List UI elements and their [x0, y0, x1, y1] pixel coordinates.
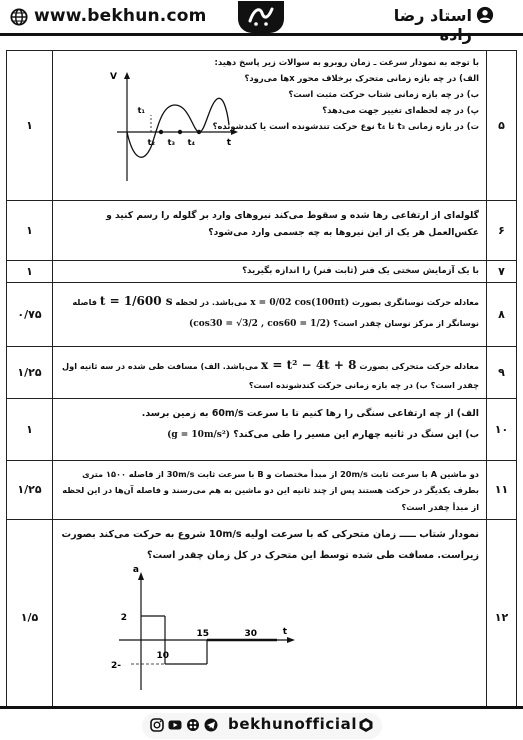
- site-url[interactable]: www.bekhun.com: [34, 6, 207, 26]
- question-number: ۸: [487, 283, 517, 347]
- question-cell: [53, 261, 487, 283]
- t-axis-arrow: [231, 129, 238, 135]
- question-row-12: [7, 519, 517, 715]
- exam-table: [6, 50, 517, 716]
- question-text: دو ماشین A با سرعت ثابت 20m/s از مبدأ مختصات و B با سرعت ثابت 30m/s از فاصله ۱۵۰۰ متری بطرف یکدیگر در حرکت هستند پس از چند ثانیه این دو ماشین به هم می‌رسند و فاصله آن‌ها در این لحظه از مبدأ چقدر است؟: [62, 468, 479, 512]
- youtube-icon[interactable]: [168, 718, 182, 732]
- question-row-8: [7, 283, 517, 347]
- bekhun-logo: [238, 1, 284, 33]
- page-header: [0, 0, 523, 44]
- question-cell: [53, 398, 487, 460]
- gravity-hint: (g = 10m/s²): [167, 430, 231, 441]
- question-row-5: [7, 51, 517, 201]
- a-axis-label: a: [132, 564, 139, 575]
- question-text: معادله حرکت متحرکی بصورت: [359, 361, 479, 372]
- question-part: پ) در چه لحظه‌ای تغییر جهت می‌دهد؟: [322, 104, 479, 115]
- question-part-text: ب) این سنگ در ثانیه چهارم این مسیر را طی می‌کند؟: [233, 429, 479, 441]
- t1-label: t₁: [137, 106, 145, 115]
- question-cell: [53, 519, 487, 715]
- question-part: ت) در بازه زمانی t₃ تا t₄ نوع حرکت تندشونده است یا کندشونده؟: [212, 120, 479, 131]
- question-text: می‌باشد. در لحظه: [175, 297, 248, 308]
- question-cell: [53, 283, 487, 347]
- question-text: [60, 524, 479, 566]
- question-number: ۱۱: [487, 460, 517, 519]
- social-handle[interactable]: bekhunofficial: [228, 715, 358, 733]
- question-row-7: [7, 261, 517, 283]
- x-tick-30: 30: [244, 628, 257, 639]
- t2-dot: [159, 130, 163, 134]
- question-text: گلوله‌ای از ارتفاعی رها شده و سقوط می‌کند نیروهای وارد بر گلوله را رسم کنید و عکس‌العمل هر یک از این نیروها به چه جسمی وارد می‌شود؟: [106, 210, 479, 239]
- v-axis-arrow: [124, 72, 130, 79]
- t3-dot: [178, 130, 182, 134]
- question-line: زیراست. مسافت طی شده توسط این متحرک در کل زمان چقدر است؟: [146, 550, 479, 562]
- rubika-icon[interactable]: [358, 717, 374, 733]
- question-text: می‌باشد. الف) مسافت طی شده در سه ثانیه اول چقدر است؟ ب) در چه بازه زمانی حرکت کندشونده است؟: [62, 361, 479, 391]
- y-tick-minus-2: -2: [110, 660, 121, 671]
- velocity-time-chart: [110, 69, 241, 187]
- question-row-10: [7, 398, 517, 460]
- question-part: ب) در چه بازه زمانی شتاب حرکت مثبت است؟: [288, 88, 479, 99]
- globe-icon: [10, 8, 28, 26]
- t-axis-arrow: [287, 637, 295, 643]
- motion-equation: x = t² − 4t + 8: [261, 358, 357, 373]
- teacher-name: استاد رضا زاده: [393, 6, 472, 44]
- motion-equation: x = 0/02 cos(100πt): [250, 298, 350, 309]
- question-number: ۶: [487, 201, 517, 261]
- question-cell: [53, 201, 487, 261]
- question-text: فاصله نوسانگر از مرکز نوسان چقدر است؟: [72, 297, 479, 328]
- t-axis-label: t: [226, 138, 231, 148]
- t-axis-label: t: [282, 626, 287, 637]
- x-tick-15: 15: [196, 628, 209, 639]
- v-axis-label: V: [110, 72, 117, 82]
- user-icon: [476, 6, 494, 24]
- question-number: ۱۲: [487, 519, 517, 715]
- instagram-icon[interactable]: [150, 718, 164, 732]
- y-tick-2: 2: [120, 612, 127, 623]
- t4-label: t₄: [187, 138, 195, 147]
- x-tick-10: 10: [156, 650, 169, 661]
- question-line: نمودار شتاب ـــــ زمان متحرکی که با سرعت اولیه 10m/s شروع به حرکت می‌کند بصورت: [61, 528, 479, 540]
- t3-label: t₃: [167, 138, 175, 147]
- question-text: [209, 55, 479, 135]
- t2-label: t₂: [147, 138, 155, 147]
- score-cell: ۰/۷۵: [7, 283, 53, 347]
- score-cell: ۱/۲۵: [7, 460, 53, 519]
- score-cell: ۱: [7, 51, 53, 201]
- score-cell: ۱: [7, 261, 53, 283]
- question-number: ۵: [487, 51, 517, 201]
- question-text: معادله حرکت نوسانگری بصورت: [352, 297, 479, 308]
- question-cell: [53, 51, 487, 201]
- question-intro: با توجه به نمودار سرعت ـ زمان روبرو به سوالات زیر پاسخ دهید:: [214, 57, 479, 67]
- question-text: با یک آزمایش سختی یک فنر (ثابت فنر) را اندازه بگیرید؟: [242, 266, 479, 276]
- acceleration-time-chart: [99, 564, 299, 698]
- question-row-9: [7, 347, 517, 398]
- cos-hint: (cos30 = √3/2 , cos60 = 1/2): [189, 318, 331, 329]
- score-cell: ۱/۵: [7, 519, 53, 715]
- question-row-6: [7, 201, 517, 261]
- question-part: الف) در چه بازه زمانی متحرک برخلاف محور xها می‌رود؟: [244, 72, 479, 83]
- aparat-icon[interactable]: [186, 718, 200, 732]
- question-number: ۱۰: [487, 398, 517, 460]
- question-number: ۷: [487, 261, 517, 283]
- page-footer: [0, 706, 523, 740]
- question-part: [60, 424, 479, 446]
- score-cell: ۱/۲۵: [7, 347, 53, 398]
- score-cell: ۱: [7, 398, 53, 460]
- score-cell: ۱: [7, 201, 53, 261]
- t4-dot: [197, 130, 201, 134]
- question-cell: [53, 460, 487, 519]
- telegram-icon[interactable]: [204, 718, 218, 732]
- question-cell: [53, 347, 487, 398]
- time-value: t = 1/600 s: [99, 294, 173, 309]
- question-number: ۹: [487, 347, 517, 398]
- question-part: الف) از چه ارتفاعی سنگی را رها کنیم تا با سرعت 60m/s به زمین برسد.: [141, 407, 479, 419]
- question-row-11: [7, 460, 517, 519]
